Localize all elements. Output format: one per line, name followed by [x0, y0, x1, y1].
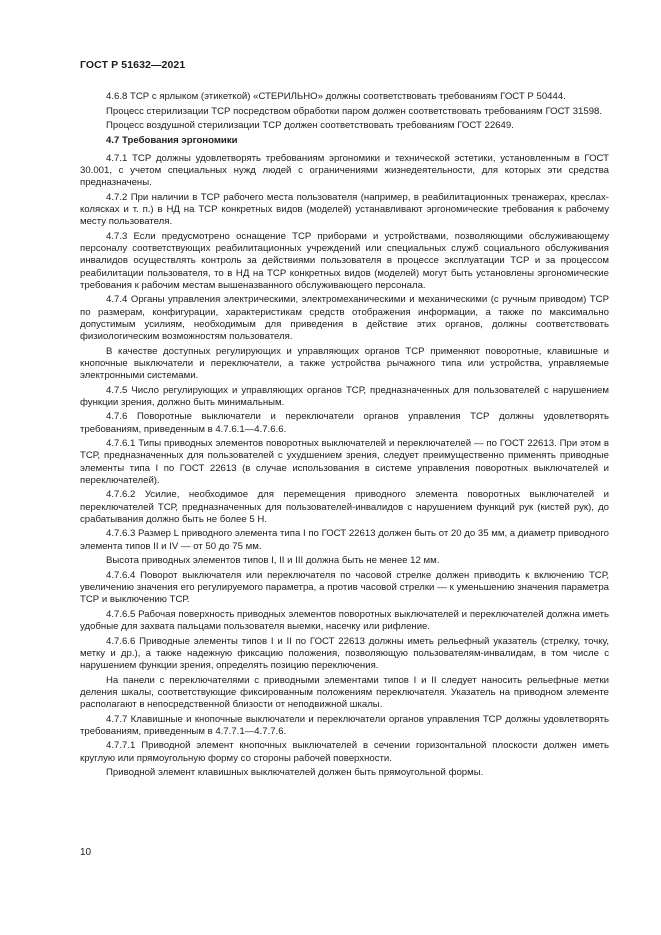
paragraph-controls-types: В качестве доступных регулирующих и управляющих органов ТСР применяют поворотные, клавишные и кнопочные выключатели и переключатели, а также устройства рычажного типа или устройства, управляемые электронными системами. — [80, 345, 609, 381]
document-body — [80, 91, 609, 782]
paragraph-key-switch-shape: Приводной элемент клавишных выключателей должен быть прямоугольной формы. — [106, 767, 484, 779]
paragraph-4-7-6-1: 4.7.6.1 Типы приводных элементов поворотных выключателей и переключателей — по ГОСТ 22613. При этом в ТСР, предназначенных для пользователей с ухудшением зрения, следует преимущественно применять приводные элементы типа I по ГОСТ 22613 (в случае использования в системе управления поворотных выключателей и переключателей). — [80, 438, 609, 486]
paragraph-4-7-5: 4.7.5 Число регулирующих и управляющих органов ТСР, предназначенных для пользователей с нарушением функции зрения, должно быть минимальным. — [80, 384, 609, 408]
paragraph-4-7-6-6: 4.7.6.6 Приводные элементы типов I и II по ГОСТ 22613 должны иметь рельефный указатель (стрелку, точку, метку и др.), а также надежную фиксацию положения, позволяющую пользователям-инвалидам, в том числе с нарушением функции зрения, определять позицию переключения. — [80, 635, 609, 671]
paragraph-4-7-1: 4.7.1 ТСР должны удовлетворять требованиям эргономики и технической эстетики, установленным в ГОСТ 30.001, с учетом специальных нужд людей с ограничениями жизнедеятельности, для которых эти средства предназначены. — [80, 152, 609, 189]
paragraph-air-sterilization: Процесс воздушной стерилизации ТСР должен соответствовать требованиям ГОСТ 22649. — [106, 120, 514, 132]
paragraph-4-6-8: 4.6.8 ТСР с ярлыком (этикеткой) «СТЕРИЛЬНО» должны соответствовать требованиям ГОСТ Р 50444. — [106, 91, 566, 102]
paragraph-scale-marks: На панели с переключателями с приводными элементами типов I и II следует наносить рельефные метки деления шкалы, соответствующие фиксированным положениям переключателя. Указатель на приводном элементе располагают в непосредственной близости от неподвижной шкалы. — [80, 674, 609, 710]
paragraph-4-7-6: 4.7.6 Поворотные выключатели и переключатели органов управления ТСР должны удовлетворять требованиям, приведенным в 4.7.6.1—4.7.6.6. — [80, 411, 609, 435]
paragraph-4-7-6-2: 4.7.6.2 Усилие, необходимое для перемещения приводного элемента поворотных выключателей и переключателей ТСР, предназначенных для пользователей-инвалидов с нарушением функций рук (кистей рук), до срабатывания должно быть не более 5 Н. — [80, 489, 609, 525]
paragraph-4-7-2: 4.7.2 При наличии в ТСР рабочего места пользователя (например, в реабилитационных тренажерах, креслах-колясках и т. п.) в НД на ТСР конкретных видов (моделей) устанавливают эргономические требования к рабочему месту пользователя. — [80, 191, 609, 228]
paragraph-4-7-7: 4.7.7 Клавишные и кнопочные выключатели и переключатели органов управления ТСР должны удовлетворять требованиям, приведенным в 4.7.7.1—4.7.7.6. — [80, 713, 609, 737]
paragraph-steam-sterilization: Процесс стерилизации ТСР посредством обработки паром должен соответствовать требованиям ГОСТ 31598. — [106, 105, 603, 117]
paragraph-4-7-4: 4.7.4 Органы управления электрическими, электромеханическими и механическими (с ручным приводом) ТСР по размерам, конфигурации, характеристикам средств отображения информации, а также по максимально допустимым усилиям, необходимым для приведения в действие этих органов, должны соответствовать физиологическим возможностям пользователя. — [80, 294, 609, 342]
section-heading-4-7: 4.7 Требования эргономики — [106, 134, 238, 146]
paragraph-4-7-3: 4.7.3 Если предусмотрено оснащение ТСР приборами и устройствами, позволяющими обслуживающему персоналу соответствующих реабилитационных учреждений или специальных служб социального обслуживания инвалидов осуществлять контроль за действиями пользователя в процессе эксплуатации ТСР и за процессом реабилитации пользователя, то в НД на ТСР конкретных видов (моделей) могут быть установлены эргономические требования к рабочим местам вышеназванного обслуживающего персонала. — [80, 230, 609, 291]
paragraph-4-7-6-4: 4.7.6.4 Поворот выключателя или переключателя по часовой стрелке должен приводить к включению ТСР, увеличению значения его регулируемого параметра, а против часовой стрелки — к уменьшению значения параметра ТСР и выключению ТСР. — [80, 569, 609, 606]
paragraph-element-height: Высота приводных элементов типов I, II и III должна быть не менее 12 мм. — [106, 555, 440, 567]
paragraph-4-7-6-3: 4.7.6.3 Размер L приводного элемента типа I по ГОСТ 22613 должен быть от 20 до 35 мм, а диаметр приводного элемента типов II и IV — от 50 до 75 мм. — [80, 528, 609, 552]
paragraph-4-7-7-1: 4.7.7.1 Приводной элемент кнопочных выключателей в сечении горизонтальной плоскости должен иметь круглую или прямоугольную форму со стороны рабочей поверхности. — [80, 740, 609, 764]
page-number: 10 — [80, 847, 92, 858]
paragraph-4-7-6-5: 4.7.6.5 Рабочая поверхность приводных элементов поворотных выключателей и переключателей должна иметь удобные для захвата пальцами пользователя выемки, насечку или рифление. — [80, 608, 609, 632]
document-header: ГОСТ Р 51632—2021 — [80, 59, 186, 71]
